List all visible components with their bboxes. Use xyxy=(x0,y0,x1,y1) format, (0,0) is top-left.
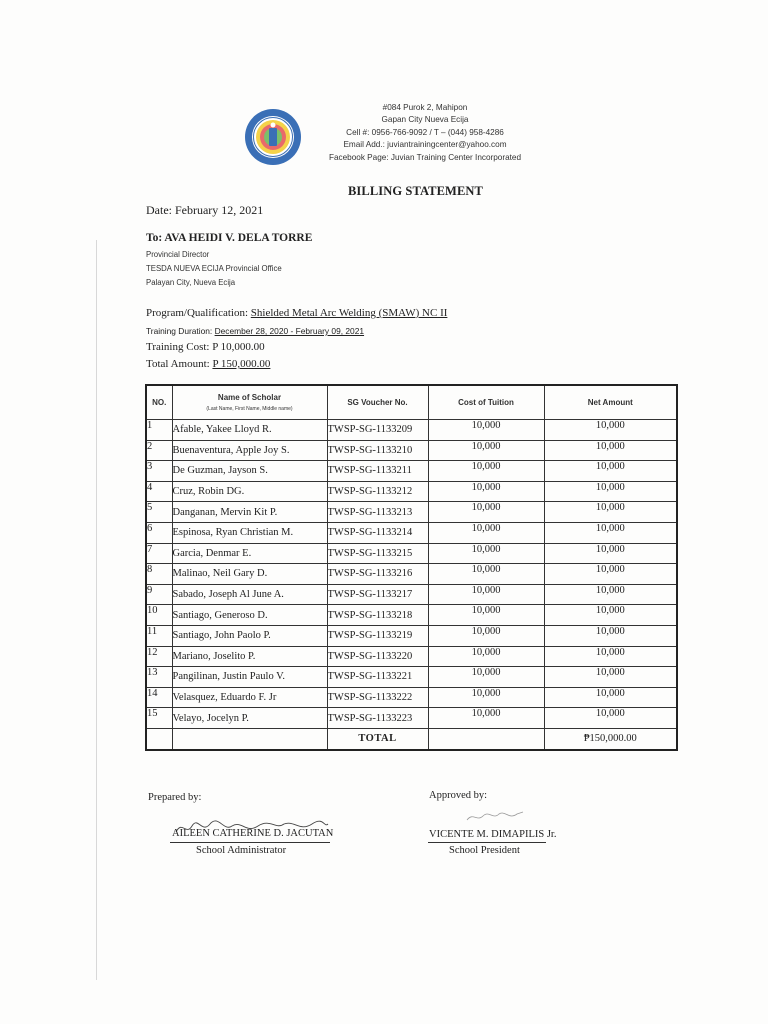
approved-by-name: VICENTE M. DIMAPILIS Jr. xyxy=(429,829,557,840)
table-row xyxy=(146,646,677,667)
scholar-name: Sabado, Joseph Al June A. xyxy=(172,584,327,605)
voucher-number: TWSP-SG-1133211 xyxy=(327,461,428,482)
program-label: Program/Qualification: xyxy=(146,307,251,319)
approved-signature-icon xyxy=(465,808,525,826)
net-amount: 10,000 xyxy=(544,564,677,585)
tuition-cost: 10,000 xyxy=(428,708,544,729)
row-number: 12 xyxy=(146,646,172,667)
total-empty-cell xyxy=(428,728,544,749)
table-row xyxy=(146,481,677,502)
approved-by-label: Approved by: xyxy=(429,790,488,801)
duration-value: December 28, 2020 - February 09, 2021 xyxy=(214,326,365,336)
page-edge-line xyxy=(96,240,97,980)
header-cost: Cost of Tuition xyxy=(428,385,544,420)
tuition-cost: 10,000 xyxy=(428,543,544,564)
address-line: #084 Purok 2, Mahipon xyxy=(382,103,468,112)
net-amount: 10,000 xyxy=(544,584,677,605)
scholar-name: Danganan, Mervin Kit P. xyxy=(172,502,327,523)
net-amount: 10,000 xyxy=(544,420,677,441)
net-amount: 10,000 xyxy=(544,646,677,667)
document-title: BILLING STATEMENT xyxy=(348,184,483,198)
recipient-address: Palayan City, Nueva Ecija xyxy=(146,278,236,287)
row-number: 14 xyxy=(146,687,172,708)
row-number: 11 xyxy=(146,625,172,646)
prepared-by-label: Prepared by: xyxy=(148,792,202,803)
scholar-name: Velayo, Jocelyn P. xyxy=(172,708,327,729)
voucher-number: TWSP-SG-1133220 xyxy=(327,646,428,667)
tuition-cost: 10,000 xyxy=(428,461,544,482)
header-name-sublabel: (Last Name, First Name, Middle name) xyxy=(206,406,293,412)
total-label: TOTAL xyxy=(327,728,428,749)
program-qualification xyxy=(146,307,447,319)
tuition-cost: 10,000 xyxy=(428,667,544,688)
billing-table xyxy=(145,384,678,751)
prepared-by-name: AILEEN CATHERINE D. JACUTAN xyxy=(172,828,334,839)
tuition-cost: 10,000 xyxy=(428,646,544,667)
header-voucher: SG Voucher No. xyxy=(327,385,428,420)
net-amount: 10,000 xyxy=(544,502,677,523)
tuition-cost: 10,000 xyxy=(428,625,544,646)
row-number: 2 xyxy=(146,440,172,461)
net-amount: 10,000 xyxy=(544,708,677,729)
header-name xyxy=(172,385,327,420)
program-value: Shielded Metal Arc Welding (SMAW) NC II xyxy=(250,307,448,319)
letterhead xyxy=(244,102,544,172)
header-no: NO. xyxy=(146,385,172,420)
net-amount: 10,000 xyxy=(544,687,677,708)
voucher-number: TWSP-SG-1133221 xyxy=(327,667,428,688)
voucher-number: TWSP-SG-1133217 xyxy=(327,584,428,605)
tuition-cost: 10,000 xyxy=(428,584,544,605)
scholar-name: Garcia, Denmar E. xyxy=(172,543,327,564)
row-number: 3 xyxy=(146,461,172,482)
table-row xyxy=(146,687,677,708)
net-amount: 10,000 xyxy=(544,481,677,502)
row-number: 7 xyxy=(146,543,172,564)
table-row xyxy=(146,584,677,605)
net-amount: 10,000 xyxy=(544,605,677,626)
voucher-number: TWSP-SG-1133222 xyxy=(327,687,428,708)
row-number: 15 xyxy=(146,708,172,729)
table-row xyxy=(146,564,677,585)
scholar-name: Buenaventura, Apple Joy S. xyxy=(172,440,327,461)
scholar-name: Espinosa, Ryan Christian M. xyxy=(172,522,327,543)
tuition-cost: 10,000 xyxy=(428,522,544,543)
address-block xyxy=(310,102,540,164)
recipient-position: Provincial Director xyxy=(146,250,210,259)
total-empty-cell xyxy=(146,728,172,749)
voucher-number: TWSP-SG-1133215 xyxy=(327,543,428,564)
table-header-row xyxy=(146,385,677,420)
total-amount-label: Total Amount: xyxy=(146,358,213,370)
row-number: 10 xyxy=(146,605,172,626)
total-amount xyxy=(146,358,270,370)
scholar-name: Pangilinan, Justin Paulo V. xyxy=(172,667,327,688)
table-row xyxy=(146,461,677,482)
duration-label: Training Duration: xyxy=(146,326,215,336)
voucher-number: TWSP-SG-1133212 xyxy=(327,481,428,502)
scholar-name: Velasquez, Eduardo F. Jr xyxy=(172,687,327,708)
total-amount-value: P 150,000.00 xyxy=(212,358,271,370)
approved-signature-line xyxy=(428,842,546,843)
training-center-seal-icon xyxy=(244,108,302,166)
voucher-number: TWSP-SG-1133213 xyxy=(327,502,428,523)
net-amount: 10,000 xyxy=(544,522,677,543)
row-number: 6 xyxy=(146,522,172,543)
voucher-number: TWSP-SG-1133210 xyxy=(327,440,428,461)
voucher-number: TWSP-SG-1133223 xyxy=(327,708,428,729)
prepared-signature-line xyxy=(170,842,330,843)
statement-date: Date: February 12, 2021 xyxy=(146,203,264,217)
table-row xyxy=(146,708,677,729)
voucher-number: TWSP-SG-1133216 xyxy=(327,564,428,585)
scholar-name: Malinao, Neil Gary D. xyxy=(172,564,327,585)
table-row xyxy=(146,420,677,441)
net-amount: 10,000 xyxy=(544,461,677,482)
row-number: 13 xyxy=(146,667,172,688)
facebook-line: Facebook Page: Juvian Training Center Incorporated xyxy=(328,152,522,162)
tuition-cost: 10,000 xyxy=(428,481,544,502)
header-name-label: Name of Scholar xyxy=(217,393,282,402)
table-row xyxy=(146,625,677,646)
voucher-number: TWSP-SG-1133214 xyxy=(327,522,428,543)
net-amount: 10,000 xyxy=(544,625,677,646)
row-number: 5 xyxy=(146,502,172,523)
tuition-cost: 10,000 xyxy=(428,502,544,523)
table-row xyxy=(146,522,677,543)
address-line: Gapan City Nueva Ecija xyxy=(381,115,469,125)
total-empty-cell xyxy=(172,728,327,749)
prepared-by-title: School Administrator xyxy=(196,845,287,856)
scholar-name: Santiago, John Paolo P. xyxy=(172,625,327,646)
tuition-cost: 10,000 xyxy=(428,687,544,708)
voucher-number: TWSP-SG-1133218 xyxy=(327,605,428,626)
row-number: 8 xyxy=(146,564,172,585)
approved-by-title: School President xyxy=(449,845,520,856)
net-amount: 10,000 xyxy=(544,543,677,564)
table-row xyxy=(146,502,677,523)
scholar-name: Santiago, Generoso D. xyxy=(172,605,327,626)
table-row xyxy=(146,543,677,564)
table-row xyxy=(146,605,677,626)
scholar-name: Afable, Yakee Lloyd R. xyxy=(172,420,327,441)
tuition-cost: 10,000 xyxy=(428,440,544,461)
recipient-office: TESDA NUEVA ECIJA Provincial Office xyxy=(146,264,282,273)
net-amount: 10,000 xyxy=(544,440,677,461)
scholar-name: Mariano, Joselito P. xyxy=(172,646,327,667)
scholar-name: De Guzman, Jayson S. xyxy=(172,461,327,482)
scholar-name: Cruz, Robin DG. xyxy=(172,481,327,502)
total-row xyxy=(146,728,677,749)
row-number: 4 xyxy=(146,481,172,502)
email-line: Email Add.: juviantrainingcenter@yahoo.com xyxy=(343,140,507,150)
row-number: 1 xyxy=(146,420,172,441)
voucher-number: TWSP-SG-1133219 xyxy=(327,625,428,646)
tuition-cost: 10,000 xyxy=(428,420,544,441)
training-duration xyxy=(146,326,364,336)
recipient-details xyxy=(146,248,282,290)
net-amount: 10,000 xyxy=(544,667,677,688)
table-row xyxy=(146,440,677,461)
table-row xyxy=(146,667,677,688)
tuition-cost: 10,000 xyxy=(428,605,544,626)
total-value: ₱150,000.00 xyxy=(544,728,677,749)
tuition-cost: 10,000 xyxy=(428,564,544,585)
phone-line: Cell #: 0956-766-9092 / T – (044) 958-4286 xyxy=(346,127,504,137)
training-cost: Training Cost: P 10,000.00 xyxy=(146,341,265,353)
recipient-name: To: AVA HEIDI V. DELA TORRE xyxy=(146,232,313,244)
header-net: Net Amount xyxy=(544,385,677,420)
voucher-number: TWSP-SG-1133209 xyxy=(327,420,428,441)
row-number: 9 xyxy=(146,584,172,605)
